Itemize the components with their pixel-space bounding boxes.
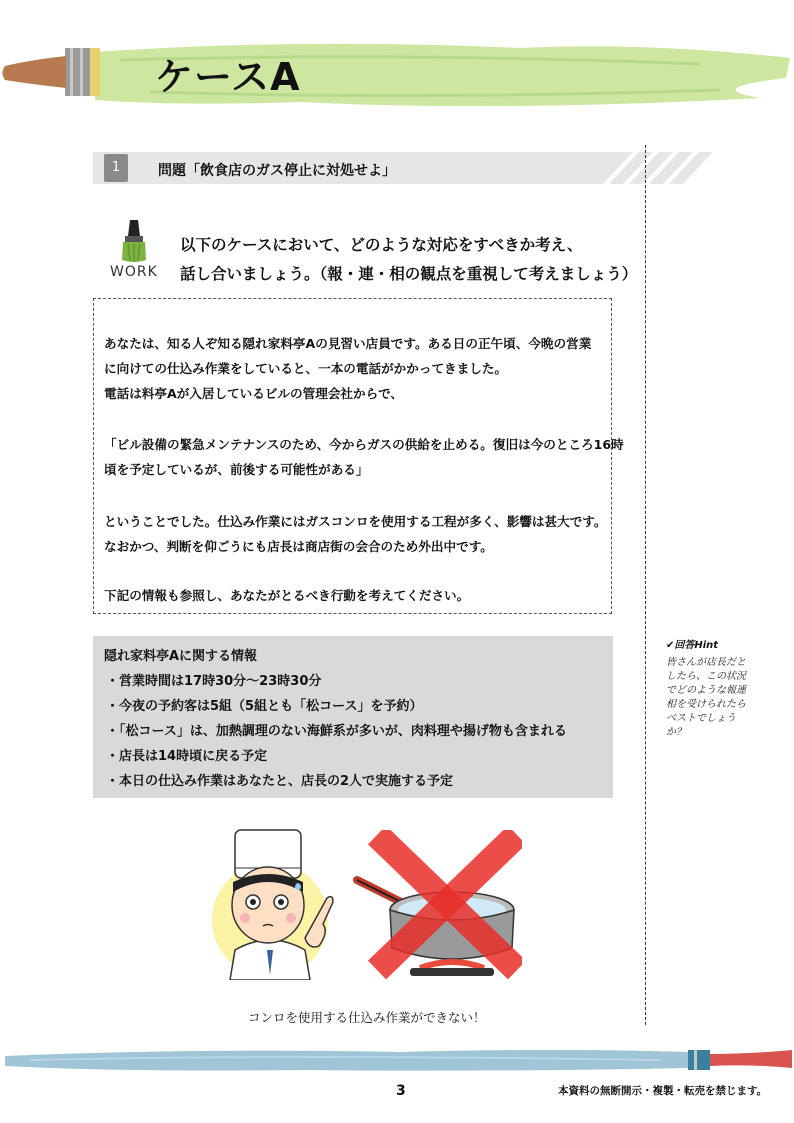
- copyright-notice: 本資料の無断開示・複製・転売を禁じます。: [558, 1085, 768, 1097]
- hint-line: か？: [666, 727, 686, 738]
- scenario-line: ということでした。仕込み作業にはガスコンロを使用する工程が多く、影響は甚大です。: [104, 514, 607, 529]
- scenario-line: あなたは、知る人ぞ知る隠れ家料亭Aの見習い店員です。ある日の正午頃、今晩の営業: [104, 336, 592, 351]
- footer-paintbrush-graphic: [0, 1040, 794, 1074]
- page-title: ケースA: [155, 55, 301, 99]
- scenario-line: なおかつ、判断を仰ごうにも店長は商店街の会合のため外出中です。: [104, 539, 493, 554]
- hint-line: 相を受けられたら: [666, 699, 746, 710]
- info-item: ・本日の仕込み作業はあなたと、店長の2人で実施する予定: [106, 774, 454, 789]
- scenario-line: に向けての仕込み作業をしていると、一本の電話がかかってきました。: [104, 361, 507, 376]
- scenario-quote-line: 「ビル設備の緊急メンテナンスのため、今からガスの供給を止める。復旧は今のところ16時: [104, 437, 624, 452]
- hint-line: したら、この状況: [666, 671, 746, 682]
- scenario-line: 下記の情報も参照し、あなたがとるべき行動を考えてください。: [104, 588, 470, 603]
- info-title: 隠れ家料亭Aに関する情報: [104, 649, 258, 664]
- info-item: ・「松コース」は、加熱調理のない海鮮系が多いが、肉料理や揚げ物も含まれる: [106, 724, 567, 739]
- hint-line: でどのような報連: [666, 685, 746, 696]
- illustration-caption: コンロを使用する仕込み作業ができない！: [248, 1010, 486, 1025]
- hint-title: ✔回答Hint: [666, 640, 719, 651]
- section-title: 問題「飲食店のガス停止に対処せよ」: [158, 163, 396, 179]
- work-instruction-line: 話し合いましょう。（報・連・相の観点を重視して考えましょう）: [180, 265, 638, 283]
- column-divider: [645, 145, 646, 1025]
- info-item: ・今夜の予約客は5組（5組とも「松コース」を予約）: [106, 699, 423, 714]
- stove-pot-crossed-out-illustration: [352, 830, 522, 980]
- info-item: ・営業時間は17時30分～23時30分: [106, 674, 322, 689]
- hint-line: 皆さんが店長だと: [666, 657, 746, 668]
- page-number: 3: [396, 1083, 406, 1099]
- chef-illustration: [205, 820, 345, 980]
- info-item: ・店長は14時頃に戻る予定: [106, 749, 268, 764]
- section-number-badge: 1: [104, 154, 128, 182]
- scenario-quote-line: 頃を予定しているが、前後する可能性がある」: [104, 462, 369, 477]
- hint-line: ベストでしょう: [666, 713, 736, 724]
- header-paintbrush-graphic: [0, 30, 794, 110]
- scenario-line: 電話は料亭Aが入居しているビルの管理会社からで、: [104, 386, 404, 401]
- paintbrush-icon: [108, 216, 158, 264]
- work-instruction-line: 以下のケースにおいて、どのような対応をすべきか考え、: [180, 236, 583, 254]
- work-label: WORK: [110, 264, 158, 280]
